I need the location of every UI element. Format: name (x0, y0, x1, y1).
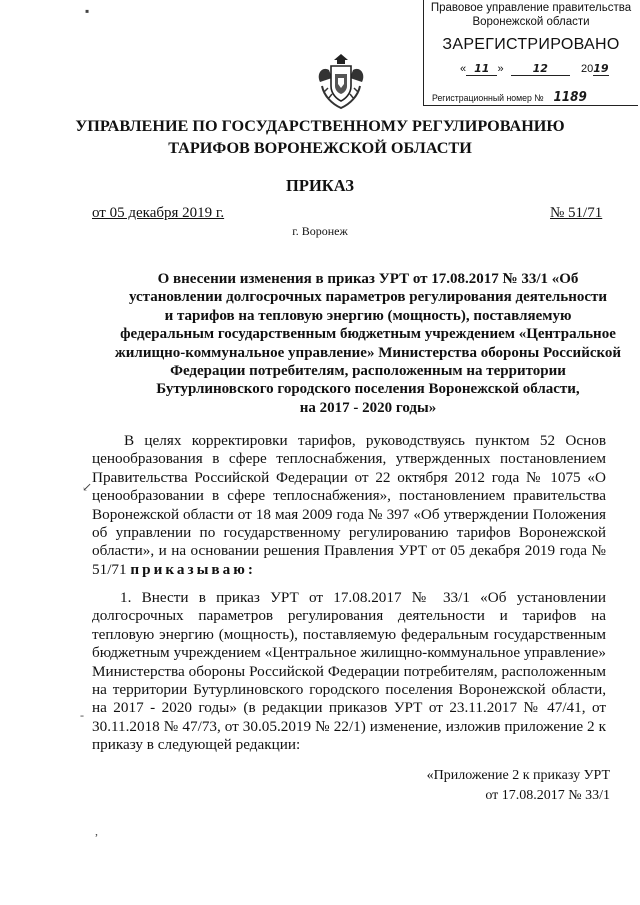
stamp-reg-number (432, 90, 594, 105)
stamp-reg-number-value: 1189 (546, 90, 594, 106)
registration-stamp (423, 0, 638, 106)
scan-mark: ▪ (85, 4, 90, 18)
heading-line: Бутурлиновского городского поселения Воронежской области, (156, 381, 580, 398)
clause-1-paragraph: 1. Внести в приказ УРТ от 17.08.2017 № 33/1 «Об установлении долгосрочных параметров регулирования деятельности и тарифов на тепловую энергию (мощность), поставляемую федеральным государственным бюджетным учреждением «Центральное жилищно-коммунальное управление» Министерства обороны Российской Федерации потребителям, расположенным на территории Бутурлиновского городского поселения Воронежской области, на 2017 - 2020 годы» (в редакции приказов УРТ от 23.11.2017 № 47/41, от 30.11.2018 № 47/73, от 30.05.2019 № 22/1) изменение, изложив приложение 2 к приказу в следующей редакции: (92, 589, 606, 754)
heading-line: жилищно-коммунальное управление» Министерства обороны Российской (114, 344, 622, 361)
stamp-organization (424, 1, 638, 29)
stamp-date-day: 11 (466, 62, 497, 76)
heading-line: на 2017 - 2020 годы» (299, 399, 437, 416)
stamp-date: « 11 » 12 2019 (460, 62, 609, 75)
order-heading (88, 270, 640, 417)
order-directive: приказываю: (130, 560, 256, 578)
authority-name (0, 115, 640, 159)
scan-mark: ↙ (82, 480, 93, 494)
appendix-line2: от 17.08.2017 № 33/1 (485, 788, 610, 803)
scan-mark: - (80, 708, 84, 722)
document-type: ПРИКАЗ (286, 176, 354, 195)
city: г. Воронеж (292, 224, 348, 238)
stamp-org-line2: Воронежской области (472, 16, 590, 28)
heading-line: установлении долгосрочных параметров регулирования деятельности (128, 289, 608, 306)
stamp-date-month: 12 (511, 62, 570, 76)
preamble-text: В целях корректировки тарифов, руководствуясь пунктом 52 Основ ценообразования в сфере теплоснабжения, утвержденных постановлением Правительства Российской Федерации от 22 октября 2012 года № 1075 «О ценообразовании в сфере теплоснабжения», постановлением правительства Воронежской области от 18 мая 2009 года № 397 «Об утверждении Положения об управлении по государственному регулированию тарифов Воронежской области», и на основании решения Правления УРТ от 05 декабря 2019 года № 51/71 (92, 432, 606, 578)
stamp-org-line1: Правовое управление правительства (430, 2, 632, 14)
coat-of-arms-icon (314, 52, 368, 112)
authority-line1: УПРАВЛЕНИЕ ПО ГОСУДАРСТВЕННОМУ РЕГУЛИРОВАНИЮ (75, 117, 565, 135)
stamp-reg-number-label: Регистрационный номер № (432, 93, 544, 104)
appendix-line1: «Приложение 2 к приказу УРТ (426, 768, 610, 783)
order-date: от 05 декабря 2019 г. (92, 205, 225, 221)
heading-line: федеральным государственным бюджетным учреждением «Центральное (120, 326, 616, 343)
scan-mark: , (95, 824, 98, 838)
appendix-reference (427, 766, 610, 806)
heading-line: Федерации потребителям, расположенным на территории (170, 363, 566, 380)
order-number: № 51/71 (550, 205, 603, 221)
heading-line: и тарифов на тепловую энергию (мощность), поставляемую (164, 307, 572, 324)
authority-line2: ТАРИФОВ ВОРОНЕЖСКОЙ ОБЛАСТИ (168, 139, 472, 157)
stamp-date-year-prefix: 20 (581, 63, 594, 75)
preamble-paragraph (92, 432, 606, 579)
stamp-date-year: 19 (593, 62, 609, 75)
heading-line: О внесении изменения в приказ УРТ от 17.08.2017 № 33/1 «Об (157, 271, 579, 287)
stamp-registered-label: ЗАРЕГИСТРИРОВАНО (442, 36, 620, 53)
